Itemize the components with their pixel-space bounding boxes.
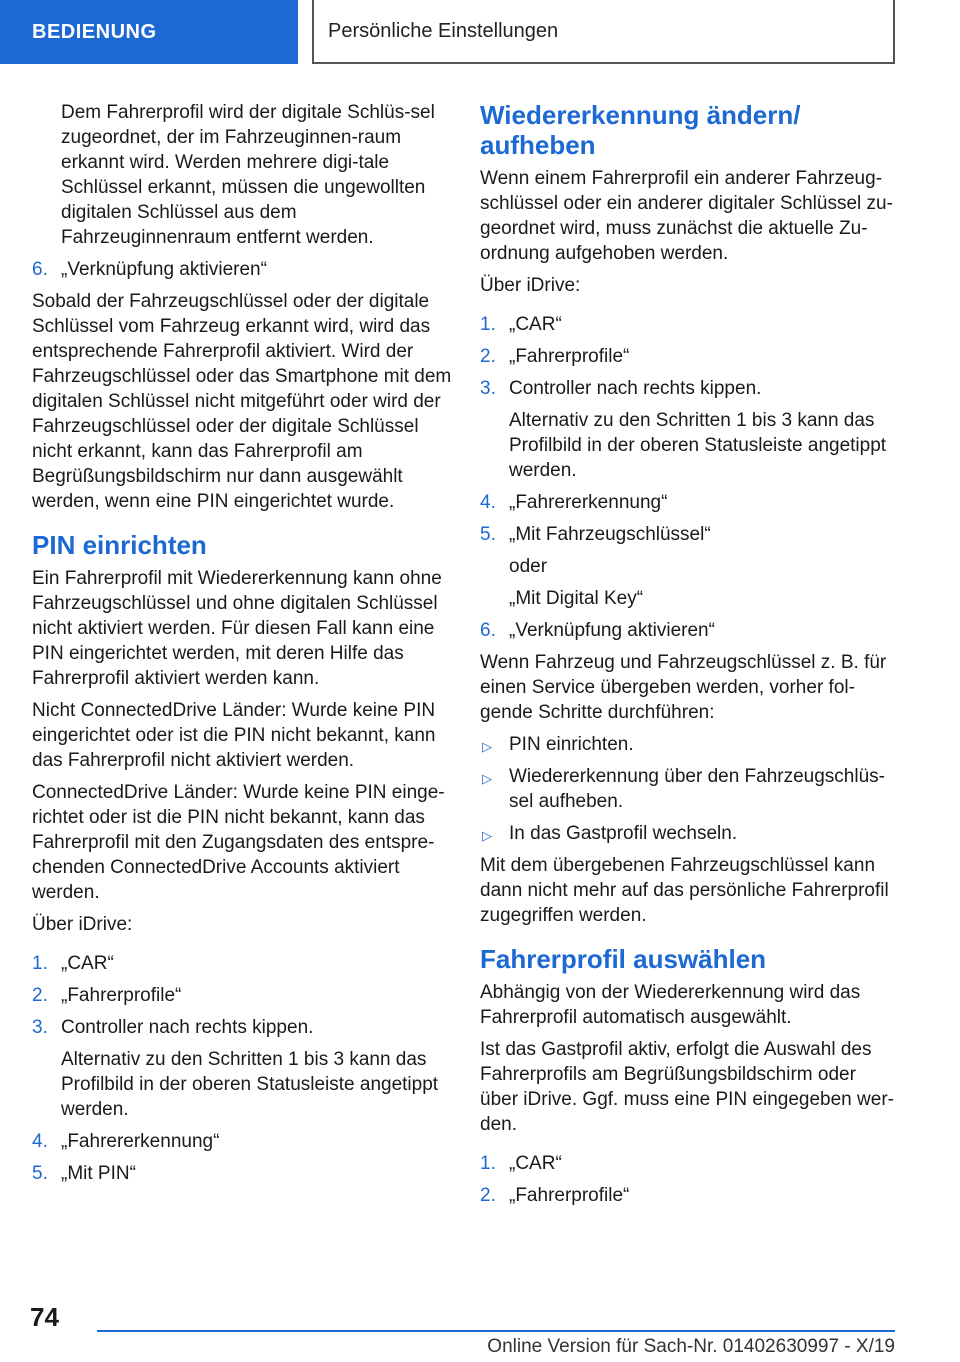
bullet-item [480, 764, 898, 814]
paragraph: ConnectedDrive Länder: Wurde keine PIN einge-richtet oder ist die PIN nicht bekannt, kann das Fahrerprofil mit den Zugangsdaten des entspre-chenden ConnectedDrive Accounts aktiviert werden. [32, 782, 445, 903]
paragraph: Ist das Gastprofil aktiv, erfolgt die Auswahl des Fahrerprofils am Begrüßungsbildschirm oder über iDrive. Ggf. muss eine PIN eingegeben wer-den. [480, 1039, 894, 1135]
paragraph: Wenn Fahrzeug und Fahrzeugschlüssel z. B. für einen Service übergeben werden, vorher fol-gende Schritte durchführen: [480, 652, 887, 723]
step-text: „CAR“ [61, 953, 114, 974]
bullet-item [480, 732, 898, 757]
step-note: Alternativ zu den Schritten 1 bis 3 kann das Profilbild in der oberen Statusleiste angetippt werden. [61, 1049, 439, 1120]
page-number: 74 [30, 1302, 59, 1332]
heading-pin: PIN einrichten [32, 530, 207, 560]
step-text: „Fahrerprofile“ [61, 985, 182, 1006]
list-item [32, 951, 452, 976]
step-number: 6. [480, 620, 496, 641]
paragraph: Ein Fahrerprofil mit Wiedererkennung kann ohne Fahrzeugschlüssel und ohne digitalen Schlüssel nicht aktiviert werden. Für diesen Fall kann eine PIN eingerichtet werden, mit deren Hilfe das Fahrerprofil aktiviert werden kann. [32, 568, 442, 689]
step-number: 1. [480, 1153, 496, 1174]
step-text: „Fahrerprofile“ [509, 346, 630, 367]
list-item [32, 983, 452, 1008]
footer-text: Online Version für Sach-Nr. 01402630997 - X/19 [487, 1336, 895, 1357]
step-or: oder [509, 556, 548, 577]
step-number: 2. [480, 346, 496, 367]
list-item [32, 1129, 452, 1154]
step-text: Controller nach rechts kippen. [61, 1017, 314, 1038]
list-item [480, 1151, 898, 1176]
heading-select-profile: Fahrerprofil auswählen [480, 944, 767, 974]
list-item [480, 1183, 898, 1208]
bullet-text: Wiedererkennung über den Fahrzeugschlüs-sel aufheben. [509, 766, 885, 812]
right-column [480, 100, 898, 1215]
list-item [480, 344, 898, 369]
paragraph: Über iDrive: [480, 275, 581, 296]
list-item [480, 490, 898, 515]
step-text: „Mit PIN“ [61, 1163, 136, 1184]
step-text: „Mit Fahrzeugschlüssel“ [509, 524, 711, 545]
step-number: 3. [32, 1017, 48, 1038]
bullet-text: In das Gastprofil wechseln. [509, 823, 738, 844]
step-number: 4. [480, 492, 496, 513]
bullet-item [480, 821, 898, 846]
triangle-bullet-icon: ▷ [482, 771, 492, 786]
paragraph: Mit dem übergebenen Fahrzeugschlüssel kann dann nicht mehr auf das persönliche Fahrerprofil zugegriffen werden. [480, 855, 889, 926]
step-text: „Fahrerprofile“ [509, 1185, 630, 1206]
left-column [32, 100, 452, 1193]
step-note: Alternativ zu den Schritten 1 bis 3 kann das Profilbild in der oberen Statusleiste angetippt werden. [509, 410, 887, 481]
section-tab: BEDIENUNG [0, 0, 298, 64]
step-number: 2. [32, 985, 48, 1006]
list-item [480, 618, 898, 643]
intro-text: Dem Fahrerprofil wird der digitale Schlüs-sel zugeordnet, der im Fahrzeuginnen-raum erkannt wird. Werden mehrere digi-tale Schlüssel erkannt, müssen die ungewollten digitalen Schlüssel aus dem Fahrzeuginnenraum entfernt werden. [61, 102, 435, 248]
step-text: Controller nach rechts kippen. [509, 378, 762, 399]
step-text: „CAR“ [509, 1153, 562, 1174]
list-item [32, 1161, 452, 1186]
step-number: 5. [32, 1163, 48, 1184]
paragraph: Sobald der Fahrzeugschlüssel oder der digitale Schlüssel vom Fahrzeug erkannt wird, wird das entsprechende Fahrerprofil aktiviert. Wird der Fahrzeugschlüssel oder das Smartphone mit dem digitalen Schlüssel nicht mitgeführt oder wird der Fahrzeugschlüssel oder der digitale Schlüssel nicht erkannt, kann das Fahrerprofil am Begrüßungsbildschirm nur dann ausgewählt werden, wenn eine PIN eingerichtet wurde. [32, 291, 452, 512]
step-alt: „Mit Digital Key“ [509, 588, 644, 609]
list-item [32, 1015, 452, 1040]
list-item [480, 312, 898, 337]
triangle-bullet-icon: ▷ [482, 739, 492, 754]
step-number: 1. [480, 314, 496, 335]
paragraph: Abhängig von der Wiedererkennung wird das Fahrerprofil automatisch ausgewählt. [480, 982, 861, 1028]
chapter-title: Persönliche Einstellungen [312, 0, 895, 64]
step-number: 1. [32, 953, 48, 974]
step-number: 6. [32, 259, 48, 280]
list-item [480, 376, 898, 401]
step-text: „Verknüpfung aktivieren“ [509, 620, 715, 641]
step-number: 3. [480, 378, 496, 399]
paragraph: Über iDrive: [32, 914, 133, 935]
step-number: 4. [32, 1131, 48, 1152]
step-number: 2. [480, 1185, 496, 1206]
list-item [480, 522, 898, 547]
list-item [32, 257, 452, 282]
heading-recognition: Wiedererkennung ändern/ aufheben [480, 100, 801, 160]
paragraph: Wenn einem Fahrerprofil ein anderer Fahrzeug-schlüssel oder ein anderer digitaler Schlüssel zu-geordnet wird, muss zunächst die aktuelle Zu-ordnung aufgehoben werden. [480, 168, 893, 264]
step-text: „Verknüpfung aktivieren“ [61, 259, 267, 280]
paragraph: Nicht ConnectedDrive Länder: Wurde keine PIN eingerichtet oder ist die PIN nicht bekannt, kann das Fahrerprofil nicht aktiviert werden. [32, 700, 436, 771]
footer-divider [97, 1330, 895, 1332]
step-text: „Fahrererkennung“ [509, 492, 668, 513]
triangle-bullet-icon: ▷ [482, 828, 492, 843]
step-text: „Fahrererkennung“ [61, 1131, 220, 1152]
step-number: 5. [480, 524, 496, 545]
step-text: „CAR“ [509, 314, 562, 335]
bullet-text: PIN einrichten. [509, 734, 634, 755]
